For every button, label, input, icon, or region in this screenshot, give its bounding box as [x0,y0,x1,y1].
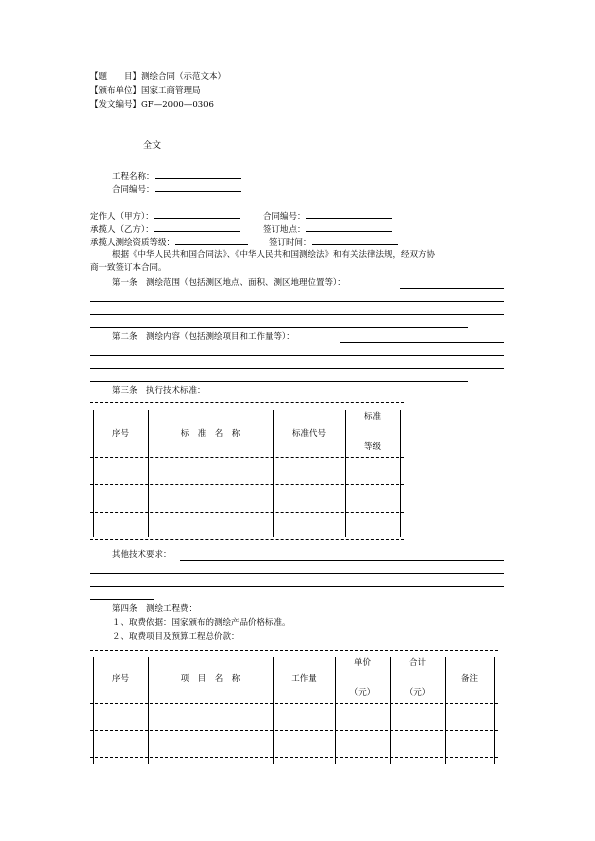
qualification-blank[interactable] [175,236,248,245]
article-1: 第一条 测绘范围（包括测区地点、面积、测区地理位置等）： [112,278,346,288]
table2-row-sep [90,703,498,704]
title-label: 【题 目】 [90,72,142,82]
party-b-label: 承揽人（乙方）： [90,225,154,235]
sign-place-line [263,223,392,235]
table2-header-note: 备注 [460,674,478,684]
table1-border-bottom [90,539,404,540]
other-tech-line-2[interactable] [90,573,504,574]
other-tech-line-3[interactable] [90,586,504,587]
project-name-label: 工程名称： [112,172,155,182]
table2-header-price-unit: （元） [349,688,376,698]
article-1-line-4[interactable] [90,327,468,328]
preamble-line-2: 商一致签订本合同。 [90,263,167,273]
table2-header-name: 项 目 名 称 [180,674,241,684]
issuer-label: 【颁布单位】 [90,86,142,96]
article-3: 第三条 执行技术标准： [112,386,206,396]
other-tech-label: 其他技术要求： [112,550,172,560]
article-1-line-3[interactable] [90,314,504,315]
article-2-blank[interactable] [340,342,504,343]
other-tech-blank[interactable] [180,560,504,561]
table1-row-sep [90,457,404,458]
table1-header-level-2: 等级 [363,442,381,452]
docno-value: GF—2000—0306 [141,100,214,110]
preamble-line-1: 根据《中华人民共和国合同法》、《中华人民共和国测绘法》和有关法律法规，经双方协 [112,250,436,260]
table2-border-top [90,650,498,651]
sign-place-blank[interactable] [306,223,392,232]
table2-row-sep [90,730,498,731]
table2-col-line [335,657,336,764]
table1-header-name: 标 准 名 称 [180,429,241,439]
table1-border-top [90,402,404,403]
table2-header-total: 合计 [408,658,426,668]
issuer-value: 国家工商管理局 [141,86,201,96]
doc-title-line [90,72,226,82]
fee-item-1: １、取费依据：国家颁布的测绘产品价格标准。 [112,618,291,628]
project-contract-label: 合同编号： [112,185,155,195]
project-contract-line [112,183,241,195]
project-name-line [112,170,241,182]
table2-header-total-unit: （元） [404,688,431,698]
article-1-blank[interactable] [400,288,504,289]
other-tech-line-4[interactable] [90,599,154,600]
table1-col-line [400,410,401,537]
table1-header-level-1: 标准 [363,412,381,422]
project-contract-blank[interactable] [155,183,241,192]
party-b-line [90,223,240,235]
article-1-line-2[interactable] [90,301,504,302]
project-name-blank[interactable] [155,170,241,179]
table2-header-no: 序号 [111,674,129,684]
article-2-line-2[interactable] [90,355,504,356]
table1-row-sep [90,484,404,485]
party-a-label: 定作人（甲方）： [90,212,154,222]
sign-time-blank[interactable] [312,236,398,245]
table2-header-qty: 工作量 [291,674,317,684]
sign-time-label: 签订时间： [269,238,312,248]
table2-col-line [494,657,495,764]
fulltext-heading: 全文 [143,141,162,151]
sign-place-label: 签订地点： [263,225,306,235]
contract-no-blank[interactable] [306,210,392,219]
table1-col-line [345,410,346,537]
article-2-line-4[interactable] [90,381,468,382]
party-a-blank[interactable] [154,210,240,219]
qualification-line [90,236,248,248]
docno-line [90,100,214,110]
docno-label: 【发文编号】 [90,100,142,110]
table2-header-price: 单价 [353,658,371,668]
table2-col-line [390,657,391,764]
qualification-label: 承揽人测绘资质等级： [90,238,176,248]
table2-row-sep [90,757,498,758]
doc-title: 测绘合同（示范文本） [141,72,227,82]
sign-time-line [269,236,398,248]
issuer-line [90,86,201,96]
contract-no-line [263,210,392,222]
article-2-line-3[interactable] [90,368,504,369]
article-2: 第二条 测绘内容（包括测绘项目和工作量等）： [112,332,295,342]
table1-header-no: 序号 [111,429,129,439]
party-a-line [90,210,240,222]
contract-no-label: 合同编号： [263,212,306,222]
article-4: 第四条 测绘工程费： [112,604,198,614]
party-b-blank[interactable] [154,223,240,232]
table1-header-code: 标准代号 [291,429,326,439]
table1-row-sep [90,512,404,513]
fee-item-2: ２、取费项目及预算工程总价款： [112,632,240,642]
